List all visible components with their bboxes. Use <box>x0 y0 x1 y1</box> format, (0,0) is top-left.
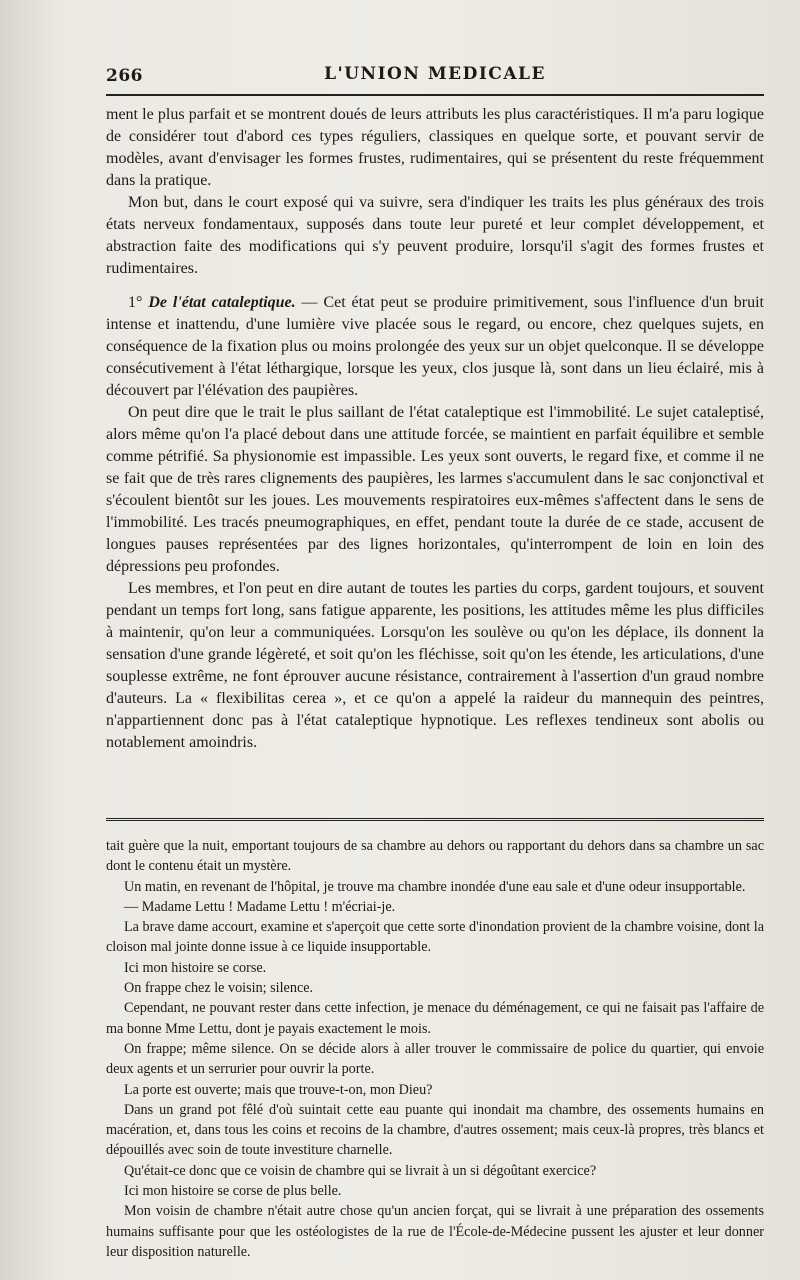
story-paragraph: On frappe; même silence. On se décide alors à aller trouver le commissaire de police du quartier, qui envoie deux agents et un serrurier pour ouvrir la porte. <box>106 1040 764 1078</box>
story-paragraph: Mon voisin de chambre n'était autre chose qu'un ancien forçat, qui se livrait à une préparation des ossements humains suffisante pour que les ostéologistes de la rue de l'École-de-Médecine pussent les ajuster et leur donner leur disposition naturelle. <box>106 1203 764 1260</box>
section-title: De l'état cataleptique. <box>148 294 296 311</box>
article-paragraph: Les membres, et l'on peut en dire autant de toutes les parties du corps, gardent toujours, et souvent pendant un temps fort long, sans fatigue apparente, les positions, les attitudes même les plus difficiles à maintenir, qu'on leur a communiquées. Lorsqu'on les soulève ou qu'on les déplace, ils donnent la sensation d'une grande légèreté, et soit qu'on les fléchisse, soit qu'on les étende, les articulations, d'une souplesse extrême, ne font éprouver aucune résistance, contrairement à l'assertion d'un graud nombre d'auteurs. La « flexibilitas cerea », et ce qu'on a appelé la raideur du mannequin des peintres, n'appartiennent donc pas à l'état cataleptique hypnotique. Les reflexes tendineux sont abolis ou notablement amoindris. <box>106 580 764 751</box>
header-rule <box>106 94 764 96</box>
story-paragraph: On frappe chez le voisin; silence. <box>124 980 314 997</box>
journal-title: L'UNION MEDICALE <box>324 64 546 84</box>
story-paragraph: Ici mon histoire se corse de plus belle. <box>124 1183 342 1200</box>
story-paragraph: Qu'était-ce donc que ce voisin de chambre qui se livrait à un si dégoûtant exercice? <box>124 1162 597 1179</box>
story-paragraph: Un matin, en revenant de l'hôpital, je trouve ma chambre inondée d'une eau sale et d'une odeur insupportable. <box>124 878 746 895</box>
story-paragraph: La brave dame accourt, examine et s'aperçoit que cette sorte d'inondation provient de la chambre voisine, dont la cloison mal jointe donne issue à ce liquide insupportable. <box>106 919 764 956</box>
story-paragraph: Cependant, ne pouvant rester dans cette infection, je menace du déménagement, ce qui ne faisait pas l'affaire de ma bonne Mme Lettu, dont je payais exactement le mois. <box>106 1000 764 1037</box>
story-paragraph: La porte est ouverte; mais que trouve-t-on, mon Dieu? <box>124 1081 433 1098</box>
article-paragraph: ment le plus parfait et se montrent doués de leurs attributs les plus caractéristiques. Il m'a paru logique de considérer tout d'abord ces types réguliers, classiques en quelque sorte, et pouvant servir de modèles, avant d'envisager les formes frustes, rudimentaires, qui se présentent du reste fréquemment dans la pratique. <box>106 106 764 189</box>
story-paragraph: Ici mon histoire se corse. <box>124 959 267 976</box>
article-paragraph: Mon but, dans le court exposé qui va suivre, sera d'indiquer les traits les plus généraux des trois états nerveux fondamentaux, supposés dans toute leur pureté et leur complet développement, et abstraction faite des modifications qui s'y peuvent produire, lorsqu'il s'agit des formes frustes et rudimentaires. <box>106 194 764 277</box>
story-paragraph: Dans un grand pot fêlé d'où suintait cette eau puante qui inondait ma chambre, des ossements humains en macération, et, dans tous les coins et recoins de la chambre, d'autres ossement; mais ceux-là propres, très blancs et dépouillés avec soin de toute investiture charnelle. <box>106 1101 764 1159</box>
story-paragraph: — Madame Lettu ! Madame Lettu ! m'écriai-je. <box>124 898 396 915</box>
section-paragraph <box>106 292 764 402</box>
article-paragraph: On peut dire que le trait le plus saillant de l'état cataleptique est l'immobilité. Le sujet cataleptisé, alors même qu'on l'a placé debout dans une attitude forcée, se maintient en parfait équilibre et semble comme pétrifié. Sa physionomie est impassible. Les yeux sont ouverts, le regard fixe, et comme il ne se fait que de très rares clignements des paupières, les larmes s'accumulent dans le sac conjonctival et s'écoulent bientôt sur les joues. Les mouvements respiratoires eux-mêmes s'affectent dans le sens de l'immobilité. Les tracés pneumographiques, en effet, pendant toute la durée de ce stade, accusent de longues pauses représentées par des lignes horizontales, qu'interrompent de loin en loin des dépressions peu profondes. <box>106 404 764 575</box>
story-paragraph: tait guère que la nuit, emportant toujours de sa chambre au dehors ou rapportant du dehors dans sa chambre un sac dont le contenu était un mystère. <box>106 838 764 875</box>
section-intro: — Cet état peut se produire primitivement, sous l'influence d'un bruit intense et inattendu, d'une lumière vive placée sous le regard, ou encore, chez quelques sujets, en conséquence de la fixation plus ou moins prolongée des yeux sur un objet quelconque. Il se développe consécutivement à l'état léthargique, lorsque les yeux, clos jusque là, sont dans un lieu éclairé, mis à découvert par l'élévation des paupières. <box>106 294 764 399</box>
section-number: 1° <box>128 294 143 311</box>
main-article <box>106 104 764 754</box>
feuilleton-separator <box>106 818 764 824</box>
page-header <box>106 60 764 92</box>
feuilleton-story <box>106 836 764 1262</box>
page-number: 266 <box>106 66 143 86</box>
